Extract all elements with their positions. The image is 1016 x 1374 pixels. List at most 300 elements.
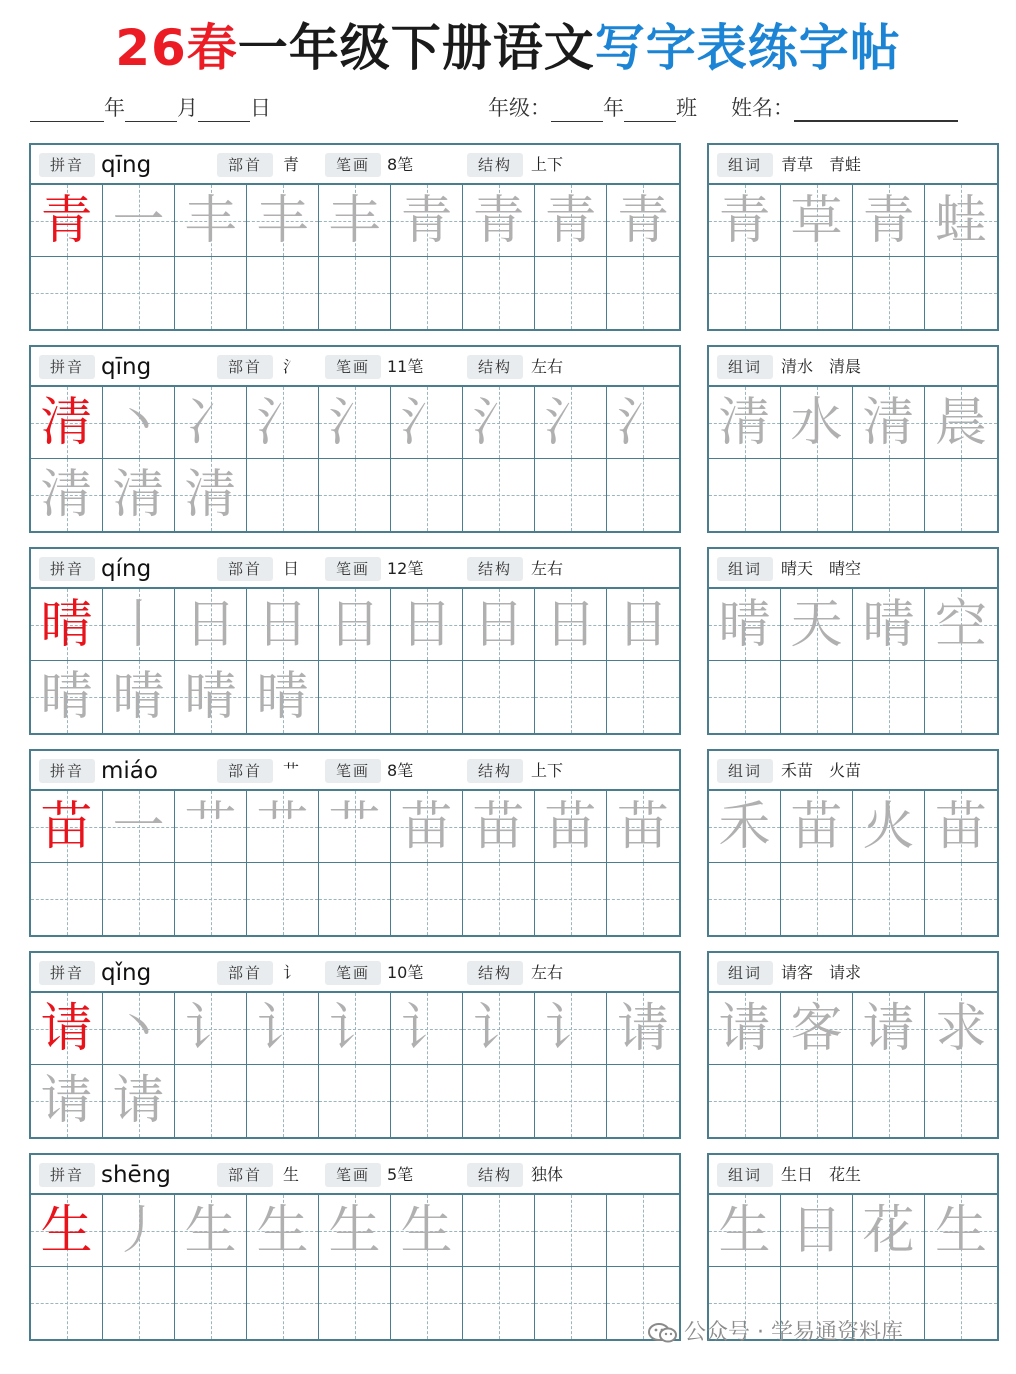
writing-cell[interactable] (175, 257, 247, 329)
grade-label: 年级： (488, 96, 551, 120)
day-label: 日 (250, 96, 271, 120)
writing-cell[interactable] (319, 185, 391, 257)
writing-cell[interactable] (31, 1267, 103, 1339)
date-line (30, 92, 271, 126)
stroke-order-step: 晴 (112, 667, 165, 727)
wechat-icon (648, 1322, 678, 1344)
writing-cell[interactable] (175, 459, 247, 531)
writing-cell[interactable] (535, 791, 607, 863)
word-trace-character: 请 (718, 999, 771, 1059)
structure-value: 左右 (531, 357, 564, 376)
page-title (0, 8, 1016, 80)
writing-cell[interactable] (175, 589, 247, 661)
writing-cell[interactable] (175, 661, 247, 733)
words-header (709, 347, 997, 387)
writing-cell[interactable] (31, 863, 103, 935)
pinyin-label: 拼音 (39, 355, 95, 379)
words-label: 组词 (717, 355, 773, 379)
character-info-header (31, 347, 679, 387)
writing-cell[interactable] (175, 863, 247, 935)
writing-cell[interactable] (319, 1195, 391, 1267)
word-trace-character: 青 (718, 191, 771, 251)
words-block (707, 1153, 999, 1341)
writing-cell[interactable] (31, 791, 103, 863)
words-label: 组词 (717, 153, 773, 177)
word-cell[interactable] (709, 661, 781, 733)
writing-cell[interactable] (607, 1195, 679, 1267)
stroke-order-step: 生 (400, 1201, 453, 1261)
year-blank[interactable] (30, 95, 104, 122)
word-trace-character: 苗 (934, 797, 987, 857)
word-cell[interactable] (853, 387, 925, 459)
pinyin-label: 拼音 (39, 759, 95, 783)
stroke-order-step: 氵 (472, 393, 525, 453)
writing-cell[interactable] (463, 1195, 535, 1267)
writing-cell[interactable] (463, 589, 535, 661)
writing-cell[interactable] (607, 863, 679, 935)
model-character: 生 (40, 1201, 93, 1261)
writing-cell[interactable] (175, 1195, 247, 1267)
word-cell[interactable] (781, 387, 853, 459)
word-trace-character: 火 (862, 797, 915, 857)
writing-cell[interactable] (103, 589, 175, 661)
stroke-order-step: 讠 (328, 999, 381, 1059)
writing-cell[interactable] (391, 459, 463, 531)
radical-label: 部首 (217, 153, 273, 177)
writing-cell[interactable] (391, 1195, 463, 1267)
writing-cell[interactable] (607, 387, 679, 459)
word-cell[interactable] (781, 459, 853, 531)
radical-value: 艹 (283, 761, 300, 780)
word-cell[interactable] (853, 1065, 925, 1137)
word-cell[interactable] (781, 993, 853, 1065)
writing-cell[interactable] (103, 459, 175, 531)
practice-block (29, 749, 681, 937)
word-cell[interactable] (781, 589, 853, 661)
watermark-text: 公众号 · 学易通资料库 (684, 1320, 903, 1345)
word-cell[interactable] (709, 459, 781, 531)
stroke-order-step: 日 (616, 595, 669, 655)
writing-cell[interactable] (391, 661, 463, 733)
strokes-value: 5笔 (387, 1165, 414, 1184)
structure-value: 上下 (531, 155, 564, 174)
stroke-order-step: 生 (256, 1201, 309, 1261)
stroke-order-step: 请 (616, 999, 669, 1059)
word-cell[interactable] (925, 993, 997, 1065)
word-cell[interactable] (709, 185, 781, 257)
writing-cell[interactable] (391, 387, 463, 459)
strokes-label: 笔画 (325, 759, 381, 783)
writing-cell[interactable] (31, 589, 103, 661)
word-trace-character: 生 (718, 1201, 771, 1261)
practice-block (29, 143, 681, 331)
word-cell[interactable] (781, 1195, 853, 1267)
stroke-order-step: 讠 (472, 999, 525, 1059)
stroke-order-step: 一 (112, 191, 165, 251)
word-cell[interactable] (925, 589, 997, 661)
stroke-order-step: 艹 (328, 797, 381, 857)
name-blank[interactable] (794, 94, 958, 122)
word-cell[interactable] (925, 257, 997, 329)
title-part-1: 26春 (115, 19, 238, 77)
writing-cell[interactable] (247, 791, 319, 863)
words-header (709, 953, 997, 993)
word-cell[interactable] (853, 257, 925, 329)
word-cell[interactable] (709, 387, 781, 459)
writing-cell[interactable] (175, 791, 247, 863)
word-trace-character: 清 (862, 393, 915, 453)
words-block (707, 143, 999, 331)
word-cell[interactable] (781, 1065, 853, 1137)
stroke-order-step: 生 (328, 1201, 381, 1261)
radical-value: 氵 (283, 357, 300, 376)
writing-cell[interactable] (247, 1065, 319, 1137)
word-cell[interactable] (925, 1267, 997, 1339)
word-cell[interactable] (781, 257, 853, 329)
writing-cell[interactable] (103, 1065, 175, 1137)
stroke-order-step: 日 (400, 595, 453, 655)
word-cell[interactable] (709, 257, 781, 329)
writing-cell[interactable] (319, 1065, 391, 1137)
word-cell[interactable] (925, 791, 997, 863)
word-trace-character: 花 (862, 1201, 915, 1261)
stroke-order-step: 清 (184, 465, 237, 525)
writing-cell[interactable] (463, 459, 535, 531)
title-part-3: 写字表练字帖 (594, 19, 901, 77)
word-cell[interactable] (925, 1195, 997, 1267)
writing-cell[interactable] (247, 863, 319, 935)
writing-cell[interactable] (535, 459, 607, 531)
practice-block (29, 345, 681, 533)
stroke-order-step: 氵 (616, 393, 669, 453)
words-value: 清水 清晨 (781, 357, 862, 376)
word-cell[interactable] (781, 661, 853, 733)
writing-cell[interactable] (463, 1267, 535, 1339)
writing-cell[interactable] (247, 589, 319, 661)
writing-cell[interactable] (319, 387, 391, 459)
strokes-value: 8笔 (387, 761, 414, 780)
writing-cell[interactable] (247, 1267, 319, 1339)
stroke-order-step: 丰 (328, 191, 381, 251)
word-cell[interactable] (781, 791, 853, 863)
stroke-order-step: 讠 (544, 999, 597, 1059)
stroke-order-step: 讠 (400, 999, 453, 1059)
writing-cell[interactable] (391, 1065, 463, 1137)
strokes-label: 笔画 (325, 557, 381, 581)
writing-cell[interactable] (607, 791, 679, 863)
strokes-label: 笔画 (325, 153, 381, 177)
writing-cell[interactable] (247, 993, 319, 1065)
writing-cell[interactable] (319, 1267, 391, 1339)
writing-cell[interactable] (103, 1267, 175, 1339)
stroke-order-step: 氵 (400, 393, 453, 453)
word-trace-character: 青 (862, 191, 915, 251)
word-trace-character: 晨 (934, 393, 987, 453)
writing-cell[interactable] (31, 387, 103, 459)
words-value: 青草 青蛙 (781, 155, 862, 174)
word-trace-character: 苗 (790, 797, 843, 857)
words-value: 请客 请求 (781, 963, 862, 982)
stroke-order-step: 青 (544, 191, 597, 251)
writing-cell[interactable] (247, 387, 319, 459)
day-blank[interactable] (198, 95, 250, 122)
writing-cell[interactable] (535, 1267, 607, 1339)
word-cell[interactable] (709, 863, 781, 935)
writing-cell[interactable] (607, 459, 679, 531)
words-label: 组词 (717, 759, 773, 783)
words-header (709, 549, 997, 589)
stroke-order-step: 丶 (112, 393, 165, 453)
structure-label: 结构 (467, 153, 523, 177)
words-label: 组词 (717, 1163, 773, 1187)
stroke-order-step: 苗 (616, 797, 669, 857)
grade-year-blank[interactable] (551, 95, 603, 122)
stroke-order-step: 晴 (256, 667, 309, 727)
words-block (707, 547, 999, 735)
model-character: 晴 (40, 595, 93, 655)
stroke-order-step: 苗 (400, 797, 453, 857)
writing-cell[interactable] (463, 257, 535, 329)
radical-label: 部首 (217, 557, 273, 581)
writing-cell[interactable] (319, 993, 391, 1065)
writing-cell[interactable] (391, 1267, 463, 1339)
writing-cell[interactable] (319, 459, 391, 531)
writing-cell[interactable] (103, 257, 175, 329)
pinyin-value: qíng (101, 556, 152, 582)
writing-cell[interactable] (175, 1267, 247, 1339)
word-cell[interactable] (925, 661, 997, 733)
stroke-order-step: 青 (400, 191, 453, 251)
writing-cell[interactable] (247, 185, 319, 257)
pinyin-value: miáo (101, 758, 158, 784)
word-cell[interactable] (925, 863, 997, 935)
writing-cell[interactable] (391, 863, 463, 935)
model-character: 青 (40, 191, 93, 251)
writing-cell[interactable] (31, 459, 103, 531)
writing-cell[interactable] (319, 589, 391, 661)
word-cell[interactable] (709, 589, 781, 661)
stroke-order-step: 青 (616, 191, 669, 251)
stroke-order-step: 日 (184, 595, 237, 655)
radical-label: 部首 (217, 1163, 273, 1187)
word-cell[interactable] (709, 1195, 781, 1267)
class-blank[interactable] (624, 95, 676, 122)
stroke-order-step: 晴 (184, 667, 237, 727)
structure-value: 上下 (531, 761, 564, 780)
structure-label: 结构 (467, 557, 523, 581)
pinyin-label: 拼音 (39, 961, 95, 985)
word-cell[interactable] (853, 791, 925, 863)
words-value: 禾苗 火苗 (781, 761, 862, 780)
stroke-order-step: 氵 (256, 393, 309, 453)
practice-block (29, 547, 681, 735)
stroke-order-step: 讠 (256, 999, 309, 1059)
radical-label: 部首 (217, 961, 273, 985)
writing-cell[interactable] (103, 993, 175, 1065)
writing-cell[interactable] (175, 185, 247, 257)
writing-cell[interactable] (535, 661, 607, 733)
writing-cell[interactable] (535, 993, 607, 1065)
words-label: 组词 (717, 557, 773, 581)
word-cell[interactable] (853, 993, 925, 1065)
radical-value: 青 (283, 155, 300, 174)
writing-cell[interactable] (535, 387, 607, 459)
stroke-order-step: 日 (544, 595, 597, 655)
writing-cell[interactable] (103, 661, 175, 733)
writing-cell[interactable] (535, 589, 607, 661)
word-trace-character: 禾 (718, 797, 771, 857)
stroke-order-step: 苗 (472, 797, 525, 857)
writing-cell[interactable] (31, 1065, 103, 1137)
writing-cell[interactable] (31, 661, 103, 733)
word-trace-character: 蛙 (934, 191, 987, 251)
writing-cell[interactable] (319, 257, 391, 329)
writing-cell[interactable] (319, 661, 391, 733)
word-cell[interactable] (925, 459, 997, 531)
writing-cell[interactable] (535, 257, 607, 329)
stroke-order-step: 清 (40, 465, 93, 525)
writing-cell[interactable] (103, 1195, 175, 1267)
writing-cell[interactable] (175, 993, 247, 1065)
word-cell[interactable] (853, 459, 925, 531)
model-character: 请 (40, 999, 93, 1059)
watermark (648, 1315, 903, 1346)
pinyin-value: shēng (101, 1162, 171, 1188)
writing-cell[interactable] (391, 993, 463, 1065)
word-cell[interactable] (853, 185, 925, 257)
stroke-order-step: 请 (40, 1071, 93, 1131)
word-cell[interactable] (925, 185, 997, 257)
writing-cell[interactable] (319, 791, 391, 863)
word-cell[interactable] (709, 1065, 781, 1137)
word-cell[interactable] (853, 661, 925, 733)
stroke-order-step: 苗 (544, 797, 597, 857)
stroke-order-step: 日 (256, 595, 309, 655)
month-blank[interactable] (125, 95, 177, 122)
writing-cell[interactable] (103, 185, 175, 257)
word-cell[interactable] (709, 791, 781, 863)
pinyin-label: 拼音 (39, 557, 95, 581)
writing-cell[interactable] (391, 791, 463, 863)
writing-cell[interactable] (175, 1065, 247, 1137)
writing-cell[interactable] (607, 185, 679, 257)
strokes-value: 10笔 (387, 963, 424, 982)
word-trace-character: 求 (934, 999, 987, 1059)
writing-cell[interactable] (463, 791, 535, 863)
name-label: 姓名： (731, 96, 794, 120)
pinyin-value: qǐng (101, 960, 152, 986)
strokes-label: 笔画 (325, 961, 381, 985)
writing-cell[interactable] (391, 257, 463, 329)
writing-cell[interactable] (247, 257, 319, 329)
writing-cell[interactable] (463, 993, 535, 1065)
writing-cell[interactable] (391, 589, 463, 661)
stroke-order-step: 日 (328, 595, 381, 655)
writing-cell[interactable] (175, 387, 247, 459)
words-value: 生日 花生 (781, 1165, 862, 1184)
words-header (709, 1155, 997, 1195)
writing-cell[interactable] (535, 863, 607, 935)
writing-cell[interactable] (463, 661, 535, 733)
word-cell[interactable] (853, 1195, 925, 1267)
writing-cell[interactable] (247, 661, 319, 733)
stroke-order-step: 氵 (328, 393, 381, 453)
radical-value: 日 (283, 559, 300, 578)
structure-label: 结构 (467, 759, 523, 783)
writing-cell[interactable] (247, 1195, 319, 1267)
structure-label: 结构 (467, 355, 523, 379)
writing-cell[interactable] (31, 1195, 103, 1267)
writing-cell[interactable] (535, 185, 607, 257)
writing-cell[interactable] (103, 791, 175, 863)
word-trace-character: 晴 (862, 595, 915, 655)
character-info-header (31, 549, 679, 589)
radical-label: 部首 (217, 355, 273, 379)
stroke-order-step: 艹 (256, 797, 309, 857)
writing-cell[interactable] (463, 185, 535, 257)
writing-cell[interactable] (103, 387, 175, 459)
word-cell[interactable] (853, 863, 925, 935)
title-part-2: 一年级下册语文 (237, 19, 595, 77)
stroke-order-step: 丿 (112, 1201, 165, 1261)
writing-cell[interactable] (463, 387, 535, 459)
writing-cell[interactable] (247, 459, 319, 531)
words-block (707, 749, 999, 937)
stroke-order-step: 丨 (112, 595, 165, 655)
word-cell[interactable] (925, 1065, 997, 1137)
word-trace-character: 空 (934, 595, 987, 655)
model-character: 苗 (40, 797, 93, 857)
pinyin-label: 拼音 (39, 1163, 95, 1187)
structure-value: 左右 (531, 559, 564, 578)
character-info-header (31, 751, 679, 791)
writing-cell[interactable] (535, 1195, 607, 1267)
writing-cell[interactable] (607, 589, 679, 661)
words-label: 组词 (717, 961, 773, 985)
words-block (707, 951, 999, 1139)
writing-cell[interactable] (463, 1065, 535, 1137)
writing-cell[interactable] (535, 1065, 607, 1137)
writing-cell[interactable] (607, 661, 679, 733)
writing-cell[interactable] (391, 185, 463, 257)
structure-value: 独体 (531, 1165, 564, 1184)
pinyin-label: 拼音 (39, 153, 95, 177)
writing-cell[interactable] (463, 863, 535, 935)
word-cell[interactable] (853, 589, 925, 661)
writing-cell[interactable] (607, 1065, 679, 1137)
stroke-order-step: 丰 (184, 191, 237, 251)
stroke-order-step: 生 (184, 1201, 237, 1261)
stroke-order-step: 艹 (184, 797, 237, 857)
structure-label: 结构 (467, 961, 523, 985)
writing-cell[interactable] (607, 993, 679, 1065)
word-cell[interactable] (925, 387, 997, 459)
words-header (709, 751, 997, 791)
writing-cell[interactable] (103, 863, 175, 935)
writing-cell[interactable] (31, 993, 103, 1065)
writing-cell[interactable] (607, 257, 679, 329)
word-cell[interactable] (781, 863, 853, 935)
word-trace-character: 日 (790, 1201, 843, 1261)
writing-cell[interactable] (31, 185, 103, 257)
stroke-order-step: 冫 (184, 393, 237, 453)
word-cell[interactable] (709, 993, 781, 1065)
writing-cell[interactable] (319, 863, 391, 935)
word-cell[interactable] (781, 185, 853, 257)
writing-cell[interactable] (31, 257, 103, 329)
grade-line (488, 92, 958, 126)
model-character: 清 (40, 393, 93, 453)
